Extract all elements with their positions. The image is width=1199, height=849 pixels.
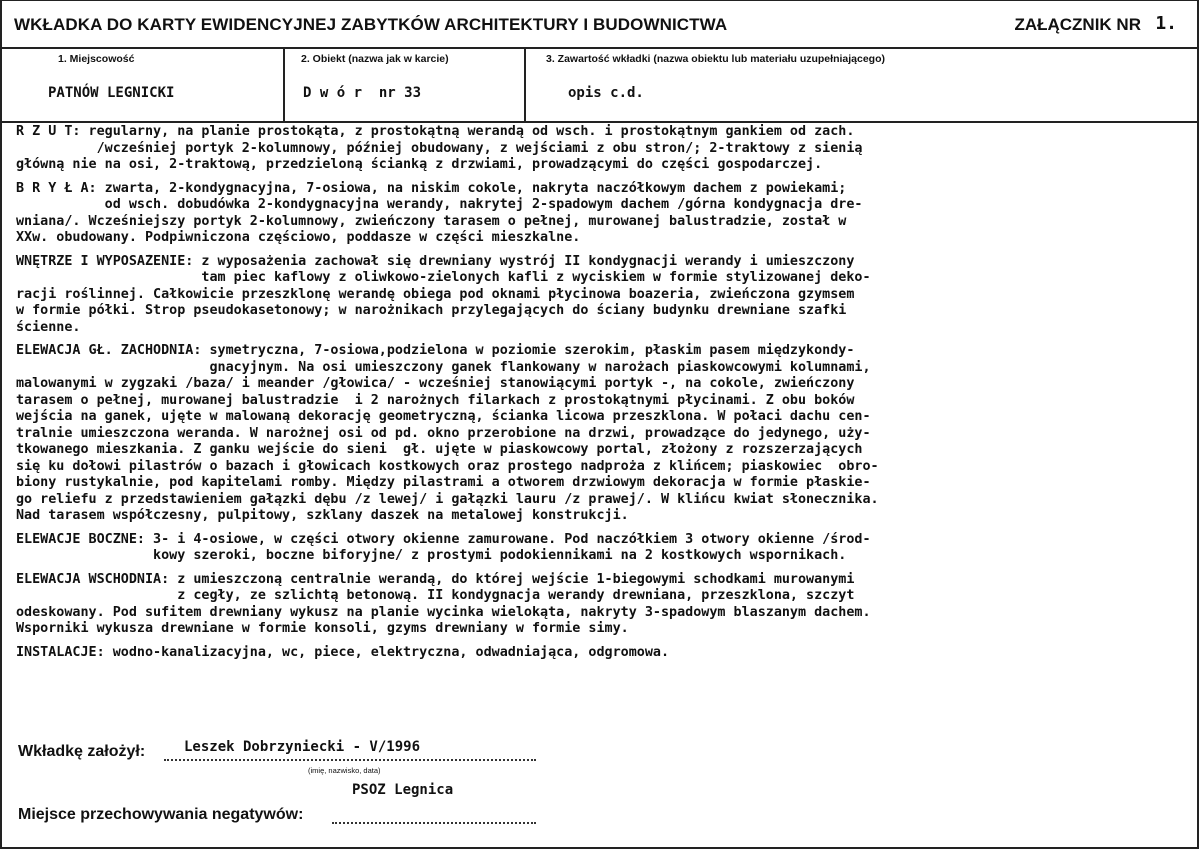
description-line: tarasem o pełnej, murowanej balustradzie i 2 narożnych filarkach z prostokątnymi płycinami. Z obu boków — [16, 392, 855, 408]
institution-name: PSOZ Legnica — [352, 782, 454, 798]
description-section — [16, 124, 1181, 174]
description-line: odeskowany. Pod sufitem drewniany wykusz na planie wycinka wielokąta, nakryty 3-spadowym blaszanym dachem. — [16, 604, 871, 620]
description-section — [16, 532, 1181, 565]
founder-dotted-line — [164, 759, 536, 761]
description-line: INSTALACJE: wodno-kanalizacyjna, wc, piece, elektryczna, odwadniająca, odgromowa. — [16, 644, 670, 660]
founder-hint: (imię, nazwisko, data) — [308, 766, 381, 775]
description-line: się ku dołowi pilastrów o bazach i głowicach kostkowych oraz prostego nadproża z klińcem; piaskowiec obro- — [16, 458, 879, 474]
field-value: opis c.d. — [568, 85, 644, 101]
description-line: Nad tarasem współczesny, pulpitowy, szklany daszek na metalowej konstrukcji. — [16, 508, 629, 523]
description-line: B R Y Ł A: zwarta, 2-kondygnacyjna, 7-osiowa, na niskim cokole, nakryta naczółkowym dachem z powiekami; — [16, 180, 847, 196]
attachment-number: 1. — [1155, 13, 1177, 34]
description-line: w formie półki. Strop pseudokasetonowy; w narożnikach przylegających do ściany budynku drewniane szafki — [16, 303, 847, 318]
description-line: WNĘTRZE I WYPOSAŻENIE: z wyposażenia zachował się drewniany wystrój II kondygnacji werandy i umieszczony — [16, 253, 855, 269]
description-line: główną nie na osi, 2-traktową, przedzieloną ścianką z drzwiami, prowadzącymi do części gospodarczej. — [16, 157, 823, 172]
field-label: 2. Obiekt (nazwa jak w karcie) — [301, 53, 449, 65]
field-contents — [526, 47, 1197, 121]
description-section — [16, 645, 1181, 662]
description-line: ELEWACJA GŁ. ZACHODNIA: symetryczna, 7-osiowa,podzielona w poziomie szerokim, płaskim pasem międzykondy- — [16, 343, 855, 358]
description-line: biony rustykalnie, pod kapitelami romby. Między pilastrami a otworem drzwiowym dekoracja w formie płaskie- — [16, 475, 871, 490]
description-line: /wcześniej portyk 2-kolumnowy, później obudowany, z wejściami z obu stron/; 2-traktowy z sienią — [16, 140, 863, 156]
description-line: racji roślinnej. Całkowicie przeszklonę werandę obiega pod oknami płycinowa boazeria, zwieńczona gzymsem — [16, 286, 855, 302]
description-line: tkowanego mieszkania. Z ganku wejście do sieni gł. ujęte w piaskowcowy portal, złożony z rozszerzających — [16, 442, 863, 457]
description-line: ELEWACJA WSCHODNIA: z umieszczoną centralnie werandą, do której wejście 1-biegowymi schodkami murowanymi — [16, 571, 855, 587]
description-line: wejścia na ganek, ujęte w malowaną dekorację geometryczną, ścianka licowa przeszklona. W połaci dachu cen- — [16, 409, 871, 424]
field-value: PATNÓW LEGNICKI — [48, 85, 175, 101]
description-line: Wsporniki wykusza drewniane w formie konsoli, gzyms drewniany w formie simy. — [16, 621, 629, 636]
description-line: z cegły, ze szlichtą betonową. II kondygnacja werandy drewniana, przeszklona, szczyt — [16, 588, 855, 603]
field-label: 3. Zawartość wkładki (nazwa obiektu lub materiału uzupełniającego) — [546, 53, 885, 65]
description-line: ścienne. — [16, 319, 81, 335]
description-line: R Z U T: regularny, na planie prostokąta, z prostokątną werandą od wsch. i prostokątnym gankiem od zach. — [16, 124, 855, 139]
description-line: malowanymi w zygzaki /baza/ i meander /głowica/ - wcześniej stanowiącymi portyk -, na cokole, zwieńczony — [16, 376, 855, 391]
description-line: tam piec kaflowy z oliwkowo-zielonych kafli z wyciskiem w formie stylizowanej deko- — [16, 270, 871, 285]
description-line: tralnie umieszczona weranda. W narożnej osi od pd. okno przerobione na drzwi, prowadzące do jedynego, uży- — [16, 425, 871, 441]
description-body — [16, 124, 1181, 668]
field-locality — [2, 47, 285, 121]
description-line: od wsch. dobudówka 2-kondygnacyjna werandy, nakrytej 2-spadowym dachem /górna kondygnacja dre- — [16, 197, 863, 212]
negatives-label: Miejsce przechowywania negatywów: — [18, 806, 304, 823]
attachment-label: ZAŁĄCZNIK NR — [1014, 15, 1141, 34]
founder-value: Leszek Dobrzyniecki - V/1996 — [184, 739, 421, 755]
negatives-dotted-line — [332, 822, 536, 824]
description-line: XXw. obudowany. Podpiwniczona częściowo, poddasze w części mieszkalne. — [16, 230, 581, 245]
card-title: WKŁADKA DO KARTY EWIDENCYJNEJ ZABYTKÓW ARCHITEKTURY I BUDOWNICTWA — [14, 15, 728, 34]
description-section — [16, 343, 1181, 525]
description-line: kowy szeroki, boczne biforyjne/ z prostymi podokiennikami na 2 kostkowych wspornikach. — [16, 548, 847, 563]
description-line: ELEWACJE BOCZNE: 3- i 4-osiowe, w części otwory okienne zamurowane. Pod naczółkiem 3 otwory okienne /środ- — [16, 531, 871, 547]
description-section — [16, 572, 1181, 638]
card-header — [2, 1, 1197, 49]
field-value: D w ó r nr 33 — [303, 85, 422, 101]
description-line: go reliefu z przedstawieniem gałązki dębu /z lewej/ i gałązki lauru /z prawej/. W klińcu kwiat słonecznika. — [16, 491, 879, 507]
description-section — [16, 181, 1181, 247]
field-label: 1. Miejscowość — [58, 53, 135, 65]
description-line: wniana/. Wcześniejszy portyk 2-kolumnowy, zwieńczony tarasem o pełnej, murowanej balustradzie, został w — [16, 213, 847, 229]
fields-row — [2, 47, 1197, 123]
description-section — [16, 254, 1181, 337]
description-line: gnacyjnym. Na osi umieszczony ganek flankowany w narożach piaskowcowymi kolumnami, — [16, 359, 871, 375]
founder-label: Wkładkę założył: — [18, 743, 146, 760]
field-object — [285, 47, 526, 121]
